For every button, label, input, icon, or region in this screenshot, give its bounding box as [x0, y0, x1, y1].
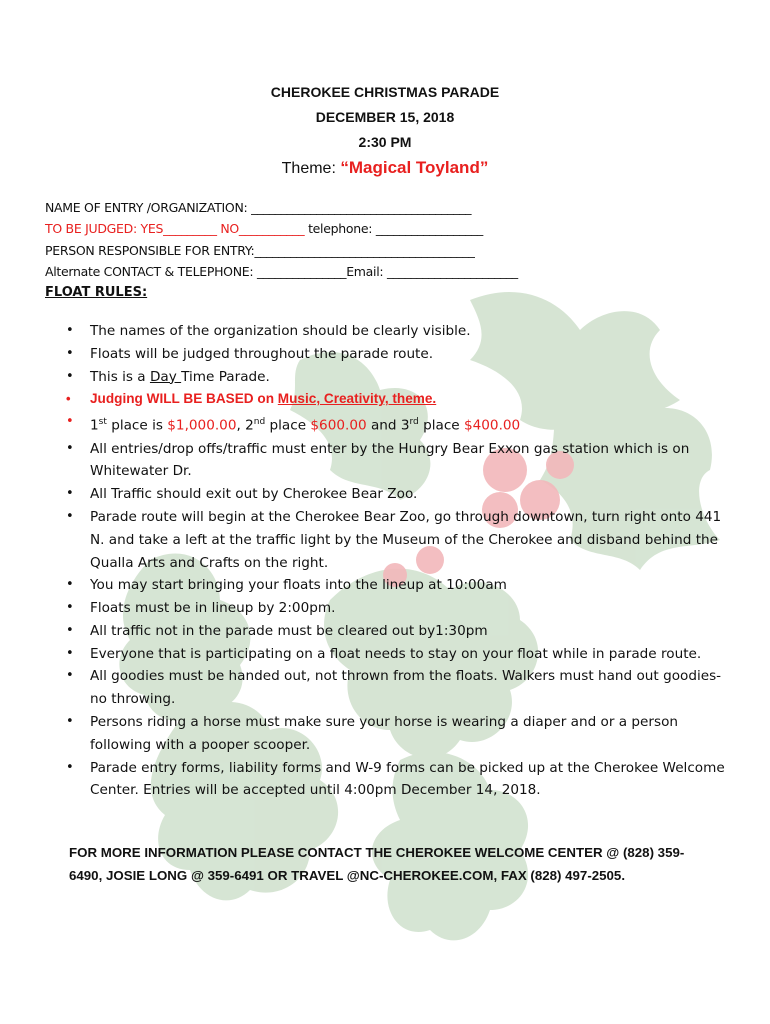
bullet-icon: •: [66, 759, 74, 775]
list-item: • All Traffic should exit out by Cherokee Bear Zoo.: [66, 483, 726, 506]
list-item: • This is a Day Time Parade.: [66, 366, 726, 389]
theme-label: Theme:: [281, 160, 341, 177]
bullet-icon: •: [66, 508, 74, 524]
parade-time: 2:30 PM: [358, 134, 412, 150]
bullet-icon: •: [66, 440, 74, 456]
bullet-icon: •: [66, 414, 74, 430]
list-item: • Floats will be judged throughout the parade route.: [66, 343, 726, 366]
entry-name-field[interactable]: NAME OF ENTRY /ORGANIZATION: _____________________________________: [45, 200, 472, 215]
float-rules-heading: FLOAT RULES:: [45, 285, 148, 300]
list-item: • Parade entry forms, liability forms and W-9 forms can be picked up at the Cherokee Welcome Center. Entries will be accepted until 4:00pm December 14, 2018.: [66, 757, 726, 803]
list-item: • All traffic not in the parade must be cleared out by1:30pm: [66, 620, 726, 643]
list-item: • The names of the organization should be clearly visible.: [66, 320, 726, 343]
rules-list: [66, 320, 726, 802]
bullet-icon: •: [66, 368, 74, 384]
parade-title: CHEROKEE CHRISTMAS PARADE: [270, 84, 500, 100]
bullet-icon: •: [66, 600, 74, 616]
parade-date: DECEMBER 15, 2018: [315, 109, 455, 125]
telephone-field: telephone: __________________: [304, 221, 483, 236]
bullet-icon: •: [66, 345, 74, 361]
judged-label: TO BE JUDGED: YES_________ NO___________: [45, 221, 305, 236]
bullet-icon: •: [66, 323, 74, 338]
responsible-field[interactable]: PERSON RESPONSIBLE FOR ENTRY:_____________________________________: [45, 243, 475, 258]
bullet-icon: •: [66, 391, 71, 407]
theme-line: [0, 158, 770, 178]
bullet-icon: •: [66, 668, 74, 684]
list-item: • All entries/drop offs/traffic must enter by the Hungry Bear Exxon gas station which is on Whitewater Dr.: [66, 438, 726, 484]
list-item: • You may start bringing your floats into the lineup at 10:00am: [66, 574, 726, 597]
bullet-icon: •: [66, 645, 74, 661]
judged-field[interactable]: [45, 221, 483, 236]
theme-value: “Magical Toyland”: [340, 158, 489, 177]
list-item: • 1st place is $1,000.00, 2nd place $600.00 and 3rd place $400.00: [66, 411, 726, 437]
list-item: • Parade route will begin at the Cherokee Bear Zoo, go through downtown, turn right onto 441 N. and take a left at the traffic light by the Museum of the Cherokee and disband behind the Qualla Arts and Crafts on the right.: [66, 506, 726, 574]
contact-info: FOR MORE INFORMATION PLEASE CONTACT THE CHEROKEE WELCOME CENTER @ (828) 359-6490, JOSIE LONG @ 359-6491 OR TRAVEL @NC-CHEROKEE.COM, FAX (828) 497-2505.: [69, 845, 685, 883]
list-item: • Everyone that is participating on a float needs to stay on your float while in parade route.: [66, 643, 726, 666]
alternate-contact-field[interactable]: Alternate CONTACT & TELEPHONE: _______________Email: ______________________: [45, 264, 518, 279]
bullet-icon: •: [66, 577, 74, 593]
list-item: • All goodies must be handed out, not thrown from the floats. Walkers must hand out goodies-no throwing.: [66, 665, 726, 711]
list-item: • Persons riding a horse must make sure your horse is wearing a diaper and or a person following with a pooper scooper.: [66, 711, 726, 757]
bullet-icon: •: [66, 714, 74, 730]
list-item: • Floats must be in lineup by 2:00pm.: [66, 597, 726, 620]
bullet-icon: •: [66, 486, 74, 502]
list-item: • Judging WILL BE BASED on Music, Creativity, theme.: [66, 388, 726, 411]
bullet-icon: •: [66, 622, 74, 638]
